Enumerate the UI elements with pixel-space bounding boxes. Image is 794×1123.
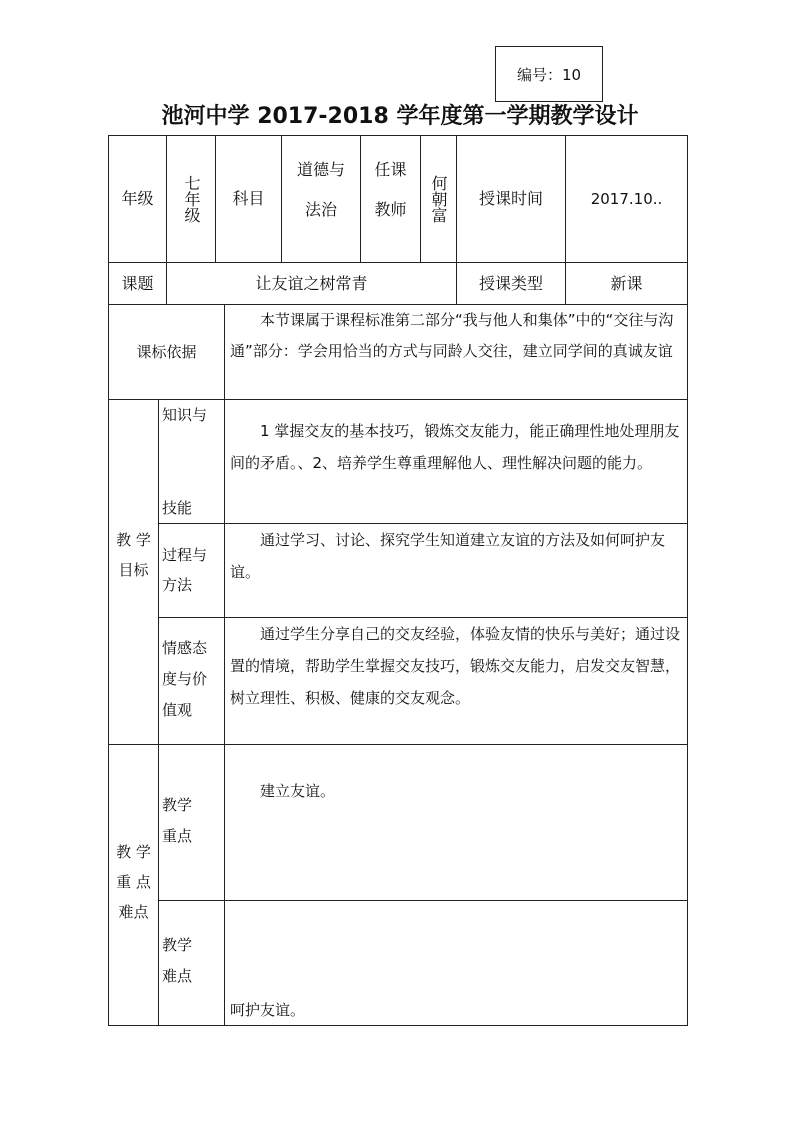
key-points-label-line2: 重 点 <box>116 873 151 891</box>
topic-label: 课题 <box>121 273 154 293</box>
process-label <box>162 540 224 600</box>
emotion-label-line1: 情感态 <box>162 639 208 657</box>
emotion-label <box>162 633 224 726</box>
objectives-label-line2: 目标 <box>118 561 149 579</box>
serial-number: 编号：10 <box>516 65 582 84</box>
document-title: 池河中学 2017-2018 学年度第一学期教学设计 <box>161 104 639 129</box>
standard-label: 课标依据 <box>136 343 197 361</box>
focus-label-line2: 重点 <box>162 827 193 845</box>
knowledge-label-top: 知识与 <box>162 406 208 424</box>
grade-value: 七年级 <box>182 175 201 223</box>
objectives-label-line1: 教 学 <box>116 531 151 549</box>
type-label: 授课类型 <box>478 273 543 293</box>
process-label-line1: 过程与 <box>162 546 208 564</box>
difficulty-text: 呵护友谊。 <box>230 1001 306 1019</box>
knowledge-label-bottom: 技能 <box>162 499 193 517</box>
key-points-label <box>109 837 158 927</box>
emotion-text: 通过学生分享自己的交友经验，体验友情的快乐与美好；通过设置的情境，帮助学生掌握交友技巧，锻炼交友能力，启发交友智慧，树立理性、积极、健康的交友观念。 <box>230 625 681 707</box>
standard-text: 本节课属于课程标准第二部分“我与他人和集体”中的“交往与沟通”部分：学会用恰当的方式与同龄人交往，建立同学间的真诚友谊 <box>230 311 674 360</box>
focus-label <box>162 790 224 852</box>
topic-value: 让友谊之树常青 <box>255 273 368 293</box>
subject-value <box>282 150 360 230</box>
subject-label: 科目 <box>232 189 265 208</box>
process-text: 通过学习、讨论、探究学生知道建立友谊的方法及如何呵护友谊。 <box>230 531 666 581</box>
key-points-label-line3: 难点 <box>118 903 149 921</box>
focus-text: 建立友谊。 <box>260 782 336 800</box>
teacher-value: 何朝富 <box>429 175 448 223</box>
time-label: 授课时间 <box>478 189 543 208</box>
teacher-label-line1: 任课 <box>374 160 407 179</box>
time-value: 2017.10.. <box>590 190 663 208</box>
subject-value-line2: 法治 <box>304 200 337 219</box>
focus-label-line1: 教学 <box>162 796 193 814</box>
type-value: 新课 <box>610 273 643 293</box>
process-label-line2: 方法 <box>162 576 193 594</box>
key-points-label-line1: 教 学 <box>116 843 151 861</box>
difficulty-label-line2: 难点 <box>162 967 193 985</box>
serial-number-box <box>495 46 603 102</box>
objectives-label <box>109 525 158 585</box>
grade-label: 年级 <box>121 189 154 208</box>
teacher-label <box>361 150 420 230</box>
difficulty-label <box>162 930 224 992</box>
emotion-label-line2: 度与价 <box>162 670 208 688</box>
emotion-label-line3: 值观 <box>162 701 193 719</box>
subject-value-line1: 道德与 <box>296 160 345 179</box>
difficulty-label-line1: 教学 <box>162 936 193 954</box>
teacher-label-line2: 教师 <box>374 200 407 219</box>
knowledge-text: 1 掌握交友的基本技巧，锻炼交友能力，能正确理性地处理朋友间的矛盾。、2、培养学生尊重理解他人、理性解决问题的能力。 <box>230 422 680 472</box>
